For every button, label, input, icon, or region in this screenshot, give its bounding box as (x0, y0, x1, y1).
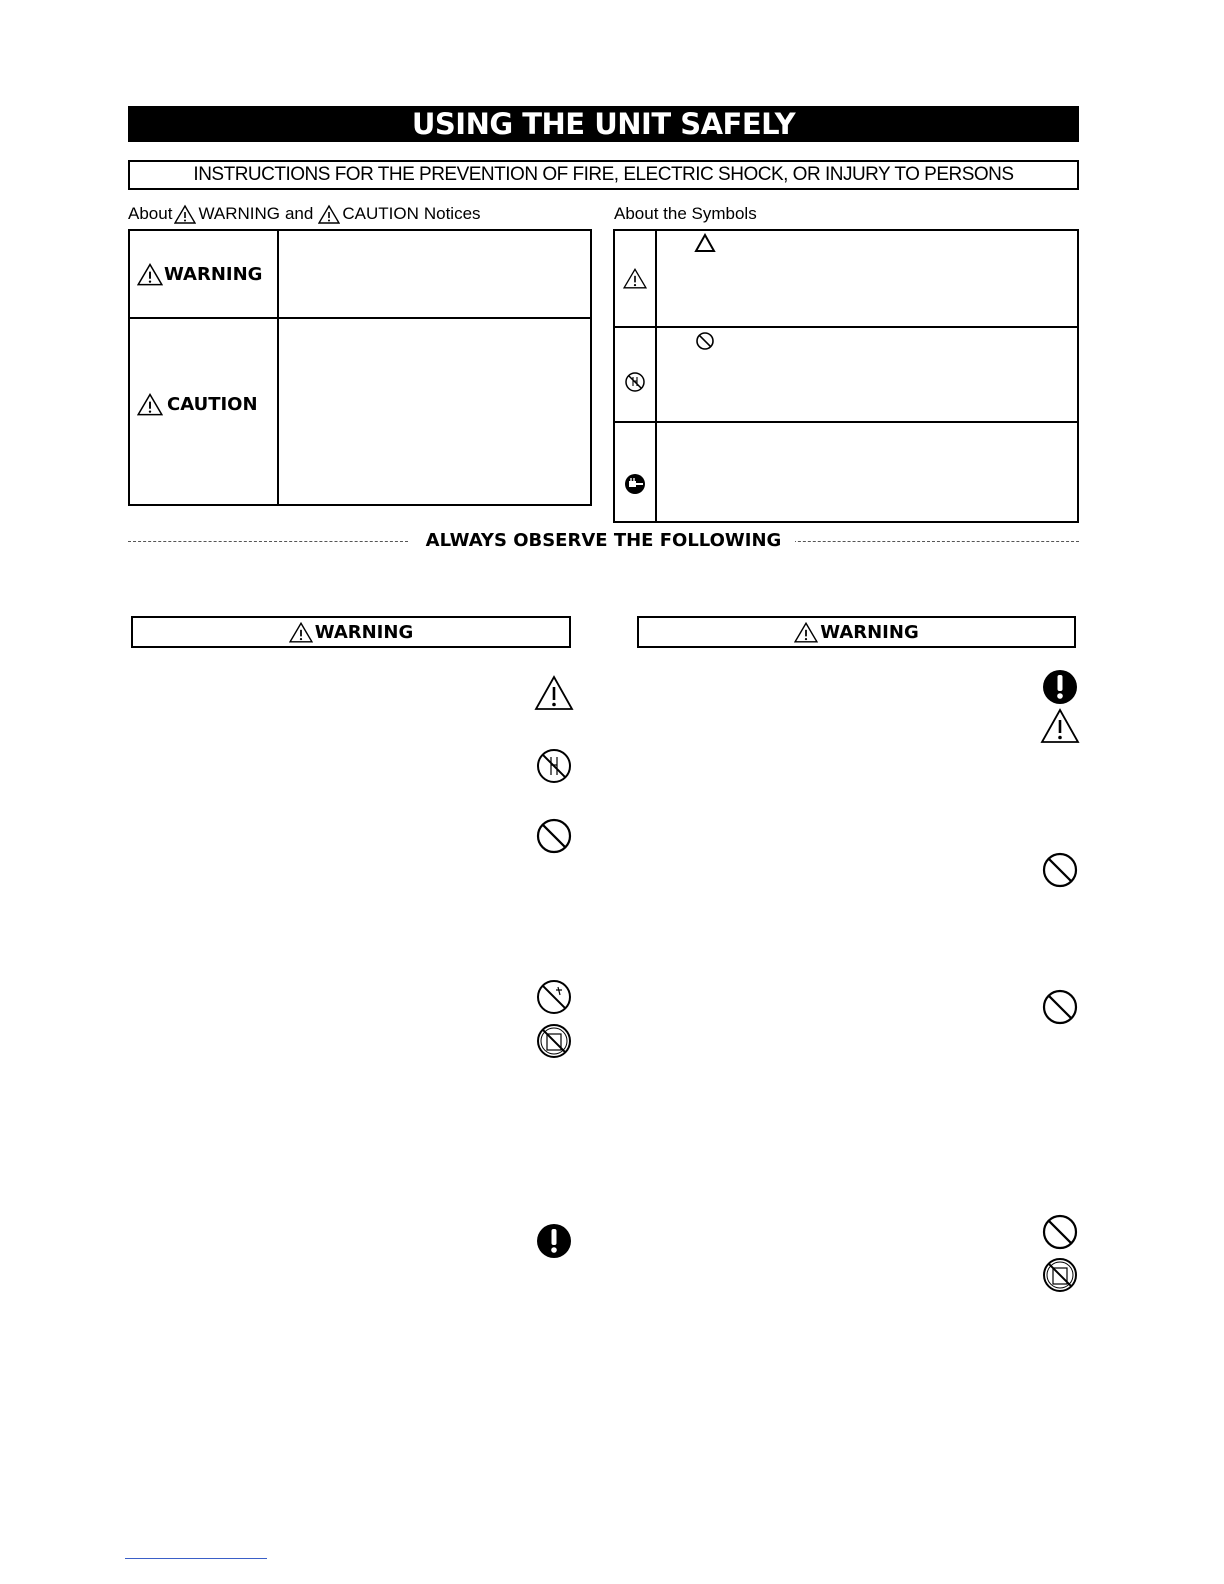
left-warning-header (131, 616, 571, 648)
observe-divider (128, 528, 1079, 554)
prohibited-icon (1040, 987, 1080, 1027)
do-not-modify-icon (534, 977, 574, 1017)
page-title: USING THE UNIT SAFELY (128, 106, 1079, 142)
hollow-triangle-icon (694, 233, 716, 253)
caution-triangle-icon (1040, 707, 1080, 747)
do-not-place-icon (534, 1021, 574, 1061)
table-divider (655, 231, 657, 521)
mandatory-action-icon (1040, 667, 1080, 707)
warning-triangle-icon (794, 621, 818, 643)
page-subtitle: INSTRUCTIONS FOR THE PREVENTION OF FIRE, ELECTRIC SHOCK, OR INJURY TO PERSONS (128, 160, 1079, 190)
prohibited-icon (695, 331, 715, 351)
warning-notice-label (137, 261, 262, 287)
prohibited-icon (1040, 1212, 1080, 1252)
left-warning-text: WARNING (314, 621, 414, 643)
table-divider (277, 231, 279, 504)
do-not-disassemble-icon (534, 746, 574, 786)
table-divider (615, 421, 1077, 423)
table-divider (615, 326, 1077, 328)
right-warning-text: WARNING (820, 621, 919, 643)
symbols-table (613, 229, 1079, 523)
do-not-disassemble-icon (624, 371, 646, 393)
mandatory-action-icon (534, 1221, 574, 1261)
symbols-heading: About the Symbols (614, 204, 757, 223)
warning-triangle-icon (289, 621, 313, 643)
footer-rule (125, 1558, 267, 1559)
notices-heading-caution: CAUTION (342, 204, 419, 223)
do-not-place-icon (1040, 1255, 1080, 1295)
caution-triangle-icon (137, 392, 163, 416)
caution-notice-label (137, 391, 258, 417)
notices-heading-warning: WARNING (198, 204, 280, 223)
notices-heading-suffix: Notices (423, 204, 481, 223)
caution-triangle-icon (534, 674, 574, 714)
caution-notice-text: CAUTION (167, 393, 258, 415)
warning-triangle-icon (174, 204, 196, 224)
right-warning-header (637, 616, 1076, 648)
warning-triangle-icon (137, 262, 163, 286)
table-divider (130, 317, 590, 319)
notices-table (128, 229, 592, 506)
prohibited-icon (1040, 850, 1080, 890)
observe-heading: ALWAYS OBSERVE THE FOLLOWING (128, 528, 1079, 554)
caution-triangle-icon (623, 267, 647, 289)
unplug-icon (623, 472, 647, 496)
notices-heading-prefix: About (128, 204, 173, 223)
notices-heading-and: and (284, 204, 314, 223)
notices-heading (128, 202, 481, 226)
warning-notice-text: WARNING (164, 263, 263, 285)
warning-triangle-icon (318, 204, 340, 224)
prohibited-icon (534, 816, 574, 856)
